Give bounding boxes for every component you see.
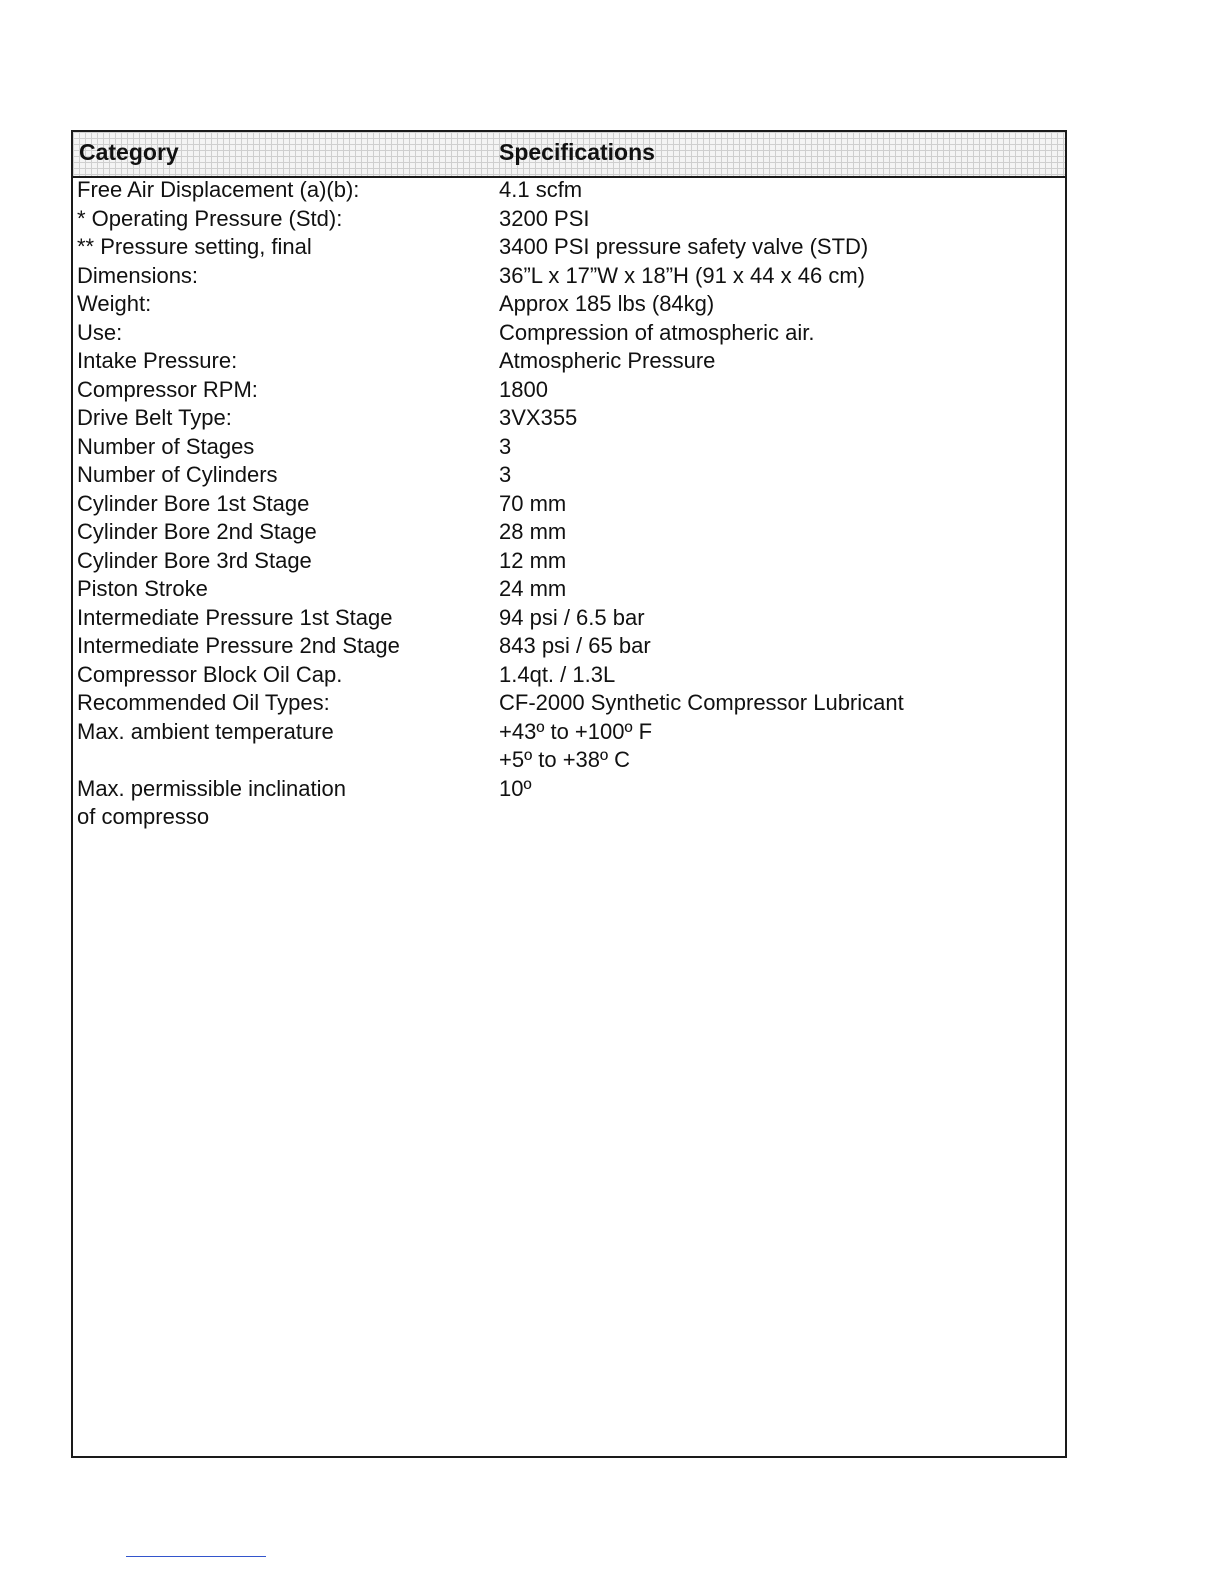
- category-cell: Max. ambient temperature: [77, 718, 334, 744]
- table-row: [73, 803, 1065, 832]
- table-row: [73, 433, 1065, 462]
- table-row: [73, 404, 1065, 433]
- category-cell: of compresso: [77, 804, 210, 829]
- table-row: [73, 233, 1065, 262]
- category-cell: Free Air Displacement (a)(b):: [77, 177, 360, 202]
- spec-cell: 24 mm: [499, 576, 567, 601]
- spec-cell: +5º to +38º C: [499, 747, 631, 772]
- spec-cell: 1.4qt. / 1.3L: [499, 661, 616, 687]
- category-cell: Max. permissible inclination: [77, 775, 346, 801]
- spec-cell: 36”L x 17”W x 18”H (91 x 44 x 46 cm): [499, 262, 865, 288]
- table-row: [73, 604, 1065, 633]
- table-row: [73, 718, 1065, 747]
- specifications-table: [71, 130, 1067, 1458]
- table-row: [73, 746, 1065, 775]
- table-row: [73, 347, 1065, 376]
- category-cell: Piston Stroke: [77, 576, 208, 601]
- category-cell: Intermediate Pressure 2nd Stage: [77, 633, 400, 658]
- category-cell: Compressor Block Oil Cap.: [77, 661, 343, 687]
- table-row: [73, 262, 1065, 291]
- spec-cell: 3400 PSI pressure safety valve (STD): [499, 234, 869, 259]
- spec-cell: 3: [499, 433, 512, 459]
- spec-cell: 3: [499, 462, 512, 487]
- category-cell: Intermediate Pressure 1st Stage: [77, 604, 393, 630]
- footer-link-underline[interactable]: [126, 1556, 266, 1557]
- category-cell: Cylinder Bore 2nd Stage: [77, 519, 317, 544]
- category-cell: Drive Belt Type:: [77, 405, 232, 430]
- category-cell: Cylinder Bore 1st Stage: [77, 490, 310, 516]
- category-cell: Intake Pressure:: [77, 348, 238, 373]
- table-row: [73, 176, 1065, 205]
- category-cell: Number of Cylinders: [77, 462, 278, 487]
- table-row: [73, 632, 1065, 661]
- spec-cell: 1800: [499, 376, 548, 402]
- category-cell: ** Pressure setting, final: [77, 234, 312, 259]
- table-row: [73, 461, 1065, 490]
- spec-cell: 10º: [499, 775, 532, 801]
- category-cell: Recommended Oil Types:: [77, 690, 330, 715]
- table-row: [73, 290, 1065, 319]
- table-row: [73, 547, 1065, 576]
- table-row: [73, 575, 1065, 604]
- header-specifications: Specifications: [499, 139, 655, 165]
- table-row: [73, 376, 1065, 405]
- spec-cell: 4.1 scfm: [499, 177, 583, 202]
- spec-cell: 94 psi / 6.5 bar: [499, 604, 645, 630]
- table-row: [73, 205, 1065, 234]
- spec-cell: Compression of atmospheric air.: [499, 319, 815, 345]
- table-row: [73, 490, 1065, 519]
- table-row: [73, 319, 1065, 348]
- spec-cell: +43º to +100º F: [499, 718, 653, 744]
- table-body: [73, 176, 1065, 832]
- table-header: [73, 132, 1065, 178]
- category-cell: Number of Stages: [77, 433, 255, 459]
- table-row: [73, 518, 1065, 547]
- spec-cell: 70 mm: [499, 490, 567, 516]
- category-cell: Cylinder Bore 3rd Stage: [77, 547, 312, 573]
- category-cell: Compressor RPM:: [77, 376, 258, 402]
- category-cell: Weight:: [77, 291, 152, 316]
- spec-cell: 12 mm: [499, 547, 567, 573]
- category-cell: Dimensions:: [77, 262, 199, 288]
- table-row: [73, 661, 1065, 690]
- spec-cell: Approx 185 lbs (84kg): [499, 291, 715, 316]
- category-cell: * Operating Pressure (Std):: [77, 205, 343, 231]
- spec-cell: 843 psi / 65 bar: [499, 633, 651, 658]
- spec-cell: 28 mm: [499, 519, 567, 544]
- spec-cell: CF-2000 Synthetic Compressor Lubricant: [499, 690, 904, 715]
- spec-cell: 3200 PSI: [499, 205, 590, 231]
- spec-cell: 3VX355: [499, 405, 578, 430]
- category-cell: Use:: [77, 319, 123, 345]
- header-category: Category: [79, 139, 179, 165]
- table-row: [73, 689, 1065, 718]
- table-row: [73, 775, 1065, 804]
- spec-cell: Atmospheric Pressure: [499, 348, 716, 373]
